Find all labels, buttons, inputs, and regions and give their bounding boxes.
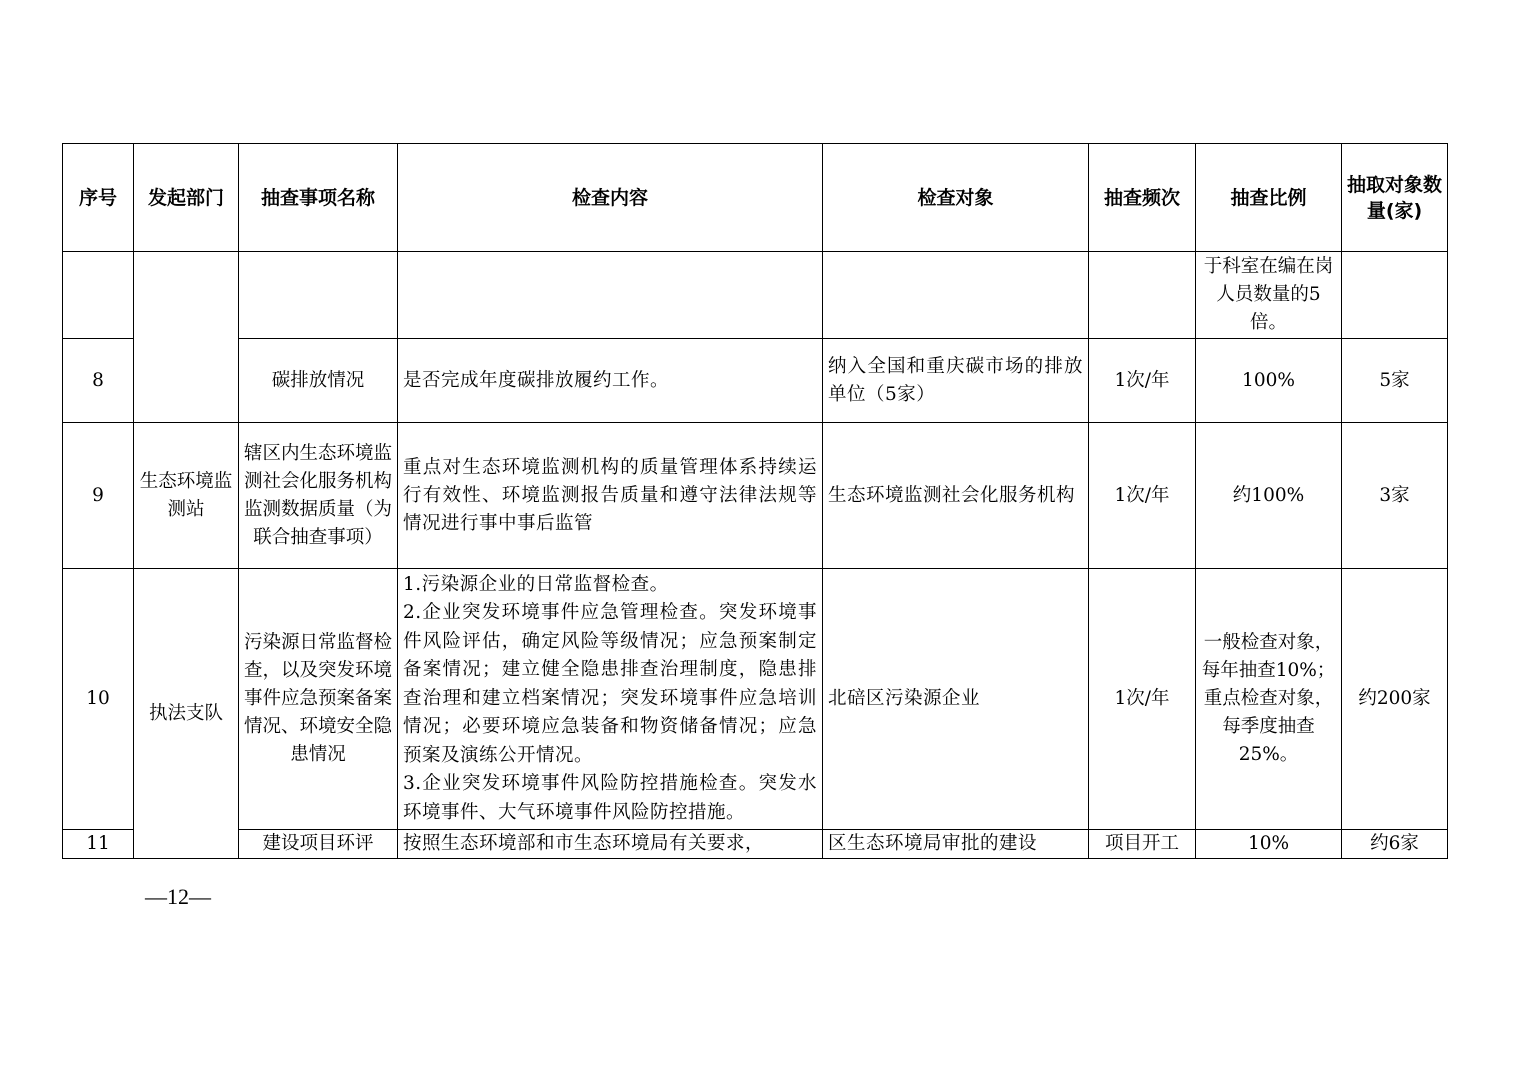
cell-ratio: 约100% [1196,423,1342,569]
cell-count: 3家 [1342,423,1448,569]
cell-content [398,252,823,339]
cell-freq [1089,252,1196,339]
content-line: 2.企业突发环境事件应急管理检查。突发环境事件风险评估，确定风险等级情况；应急预案制定备案情况；建立健全隐患排查治理制度，隐患排查治理和建立档案情况；突发环境事件应急培训情况；必要环境应急装备和物资储备情况；应急预案及演练公开情况。 [403,602,817,766]
cell-content [398,569,823,830]
table-row [63,252,1448,339]
cell-freq: 1次/年 [1089,569,1196,830]
header-freq: 抽查频次 [1089,144,1196,252]
content-line: 3.企业突发环境事件风险防控措施检查。突发水环境事件、大气环境事件风险防控措施。 [403,773,817,823]
cell-content: 是否完成年度碳排放履约工作。 [398,339,823,423]
cell-content: 重点对生态环境监测机构的质量管理体系持续运行有效性、环境监测报告质量和遵守法律法规等情况进行事中事后监管 [398,423,823,569]
cell-item: 污染源日常监督检查，以及突发环境事件应急预案备案情况、环境安全隐患情况 [239,569,398,830]
cell-target: 纳入全国和重庆碳市场的排放单位（5家） [823,339,1089,423]
page-number: —12— [145,884,211,909]
cell-count: 约200家 [1342,569,1448,830]
header-ratio: 抽查比例 [1196,144,1342,252]
header-target: 检查对象 [823,144,1089,252]
inspection-table [62,143,1448,859]
cell-item: 碳排放情况 [239,339,398,423]
header-row [63,144,1448,252]
cell-freq: 项目开工 [1089,830,1196,859]
ratio-line: 一般检查对象，每年抽查10%； [1201,632,1336,681]
cell-ratio: 10% [1196,830,1342,859]
header-dept: 发起部门 [134,144,239,252]
header-no: 序号 [63,144,134,252]
cell-target [823,252,1089,339]
header-count: 抽取对象数量(家) [1342,144,1448,252]
cell-item [239,252,398,339]
cell-dept: 生态环境监测站 [134,423,239,569]
cell-freq: 1次/年 [1089,423,1196,569]
table-row [63,569,1448,830]
cell-no: 11 [63,830,134,859]
cell-count [1342,252,1448,339]
cell-item: 建设项目环评 [239,830,398,859]
cell-ratio: 100% [1196,339,1342,423]
cell-dept [134,252,239,423]
cell-target: 区生态环境局审批的建设 [823,830,1089,859]
cell-no: 10 [63,569,134,830]
cell-count: 约6家 [1342,830,1448,859]
content-line: 1.污染源企业的日常监督检查。 [403,573,669,595]
cell-ratio: 于科室在编在岗人员数量的5倍。 [1196,252,1342,339]
cell-ratio [1196,569,1342,830]
cell-no: 9 [63,423,134,569]
cell-target: 生态环境监测社会化服务机构 [823,423,1089,569]
header-item: 抽查事项名称 [239,144,398,252]
table-row [63,830,1448,859]
cell-no: 8 [63,339,134,423]
table-row [63,423,1448,569]
cell-target: 北碚区污染源企业 [823,569,1089,830]
cell-count: 5家 [1342,339,1448,423]
header-content: 检查内容 [398,144,823,252]
ratio-line: 重点检查对象，每季度抽查25%。 [1203,688,1334,765]
table-row [63,339,1448,423]
cell-no [63,252,134,339]
cell-content: 按照生态环境部和市生态环境局有关要求， [398,830,823,859]
cell-freq: 1次/年 [1089,339,1196,423]
cell-item: 辖区内生态环境监测社会化服务机构监测数据质量（为联合抽查事项） [239,423,398,569]
cell-dept: 执法支队 [134,569,239,859]
